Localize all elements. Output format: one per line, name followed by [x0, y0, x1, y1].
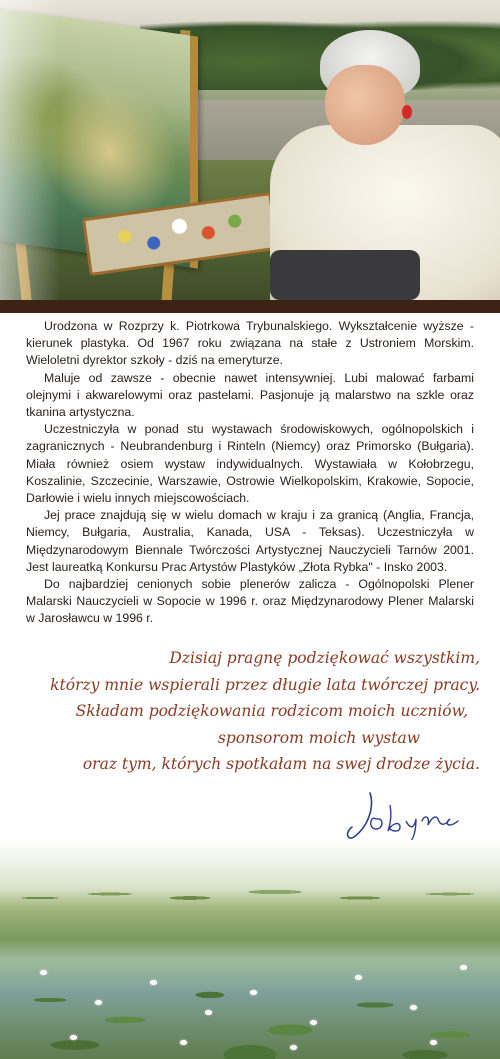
water-lily [250, 990, 257, 995]
bio-paragraph: Do najbardziej cenionych sobie plenerów zalicza - Ogólnopolski Plener Malarski Nauczycieli w Sopocie w 1996 r. oraz Międzynarodowy Plener Malarski w Jarosławcu w 1996 r. [26, 577, 474, 626]
pond-painting [0, 840, 500, 1059]
water-lily [95, 1000, 102, 1005]
biography [26, 318, 474, 628]
bio-paragraph: Uczestniczyła w ponad stu wystawach środowiskowych, ogólnopolskich i zagranicznych - Neubrandenburg i Rinteln (Niemcy) oraz Primorsko (Bułgaria). Miała również osiem wystaw indywidualnych. Wystawiała w Kołobrzegu, Koszalinie, Szczecinie, Warszawie, Ostrowie Wielkopolskim, Krakowie, Sopocie, Darłowie i wielu innych miejscowościach. [26, 422, 474, 506]
thanks-line: którzy mnie wspierali przez długie lata twórczej pracy. [50, 675, 480, 694]
water-lily [70, 1035, 77, 1040]
water-lily [355, 975, 362, 980]
water-lily [180, 1040, 187, 1045]
water-lily [310, 1020, 317, 1025]
water-lily [205, 1010, 212, 1015]
signature [340, 785, 480, 845]
bio-paragraph: Jej prace znajdują się w wielu domach w kraju i za granicą (Anglia, Francja, Niemcy, Bułgaria, Australia, Kanada, USA - Teksas). Uczestniczyła w Międzynarodowym Biennale Twórczości Artystycznej Nauczycieli Tarnów 2001. Jest laureatką Konkursu Prac Artystów Plastyków „Złota Rybka" - Insko 2003. [26, 508, 474, 574]
treeline [0, 870, 500, 910]
thanks-line: Składam podziękowania rodzicom moich uczniów, [75, 702, 468, 720]
water-lily [40, 970, 47, 975]
thanks-line: oraz tym, których spotkałam na swej drodze życia. [82, 755, 480, 773]
water-lily [290, 1045, 297, 1050]
water-lily [150, 980, 157, 985]
artist-figure [270, 30, 500, 300]
water-lily [460, 965, 467, 970]
acknowledgement [20, 645, 480, 778]
earring [402, 105, 412, 119]
lily-pads [0, 960, 500, 1059]
bio-paragraph: Maluje od zawsze - obecnie nawet intensywniej. Lubi malować farbami olejnymi i akwarelowymi oraz pastelami. Pasjonuje ją malarstwo na szkle oraz tkanina artystyczna. [26, 370, 474, 420]
trousers [270, 250, 420, 300]
thanks-line: sponsorom moich wystaw [217, 728, 420, 747]
bio-paragraph: Urodzona w Rozprzy k. Piotrkowa Trybunalskiego. Wykształcenie wyższe - kierunek plastyka. Od 1967 roku związana na stałe z Ustroniem Morskim. Wieloletni dyrektor szkoły - dziś na emeryturze. [26, 319, 474, 368]
face [325, 65, 405, 145]
thanks-line: Dzisiaj pragnę podziękować wszystkim, [169, 649, 480, 667]
divider-band [0, 300, 500, 313]
water-lily [410, 1005, 417, 1010]
water-lily [430, 1040, 437, 1045]
artist-photo [0, 0, 500, 300]
